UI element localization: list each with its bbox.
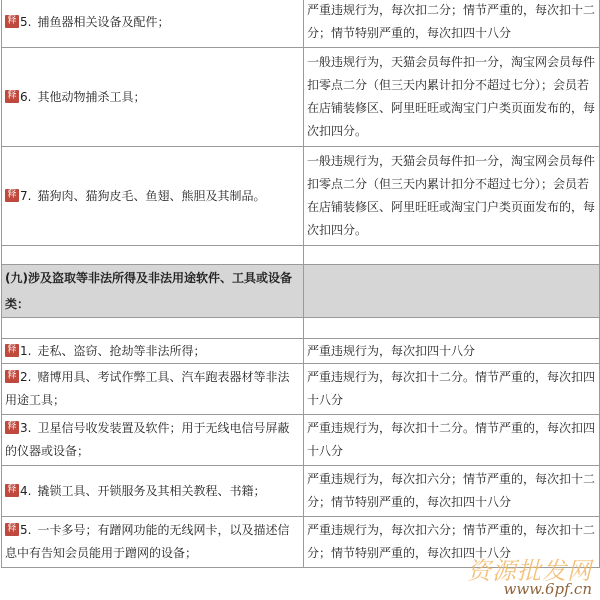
empty-cell	[304, 246, 600, 265]
item-cell	[2, 466, 304, 517]
penalty-cell: 严重违规行为，每次扣六分；情节严重的，每次扣十二分；情节特别严重的，每次扣四十八分	[304, 517, 600, 568]
item-cell	[2, 415, 304, 466]
empty-cell	[304, 318, 600, 339]
annotation-badge-icon[interactable]: 释	[5, 344, 19, 357]
item-text: 猫狗肉、猫狗皮毛、鱼翅、熊胆及其制品。	[37, 188, 266, 203]
table-row	[2, 0, 600, 48]
table-row	[2, 415, 600, 466]
spacer-row	[2, 246, 600, 265]
annotation-badge-icon[interactable]: 释	[5, 523, 19, 536]
penalty-cell: 一般违规行为，天猫会员每件扣一分，淘宝网会员每件扣零点二分（但三天内累计扣分不超过七分）；会员若在店铺装修区、阿里旺旺或淘宝门户类页面发布的，每次扣四分。	[304, 48, 600, 147]
item-number: 5.	[20, 14, 32, 29]
spacer-row	[2, 318, 600, 339]
item-cell	[2, 517, 304, 568]
rules-table	[1, 0, 600, 568]
annotation-badge-icon[interactable]: 释	[5, 15, 19, 28]
item-text: 一卡多号；有蹭网功能的无线网卡，以及描述信息中有告知会员能用于蹭网的设备；	[5, 523, 290, 560]
item-number: 4.	[20, 483, 32, 498]
annotation-badge-icon[interactable]: 释	[5, 484, 19, 497]
item-number: 2.	[20, 370, 32, 384]
table-row	[2, 147, 600, 246]
penalty-cell: 严重违规行为，每次扣二分；情节严重的，每次扣十二分；情节特别严重的，每次扣四十八分	[304, 0, 600, 48]
empty-cell	[2, 318, 304, 339]
section-empty-cell	[304, 265, 600, 318]
annotation-badge-icon[interactable]: 释	[5, 90, 19, 103]
penalty-cell: 严重违规行为，每次扣十二分。情节严重的，每次扣四十八分	[304, 415, 600, 466]
item-cell	[2, 364, 304, 415]
table-row	[2, 364, 600, 415]
item-number: 6.	[20, 89, 32, 104]
empty-cell	[2, 246, 304, 265]
watermark-text: 资源批发网	[467, 557, 592, 585]
item-number: 5.	[20, 523, 32, 537]
item-cell	[2, 0, 304, 48]
item-text: 赌博用具、考试作弊工具、汽车跑表器材等非法用途工具；	[5, 370, 290, 407]
table-row	[2, 517, 600, 568]
item-cell	[2, 147, 304, 246]
penalty-cell: 严重违规行为，每次扣四十八分	[304, 339, 600, 364]
penalty-cell: 严重违规行为，每次扣六分；情节严重的，每次扣十二分；情节特别严重的，每次扣四十八分	[304, 466, 600, 517]
table-row	[2, 339, 600, 364]
item-number: 7.	[20, 188, 32, 203]
item-text: 走私、盗窃、抢劫等非法所得；	[37, 343, 206, 358]
annotation-badge-icon[interactable]: 释	[5, 370, 19, 383]
penalty-cell: 一般违规行为，天猫会员每件扣一分，淘宝网会员每件扣零点二分（但三天内累计扣分不超过七分）；会员若在店铺装修区、阿里旺旺或淘宝门户类页面发布的，每次扣四分。	[304, 147, 600, 246]
item-number: 1.	[20, 343, 32, 358]
item-cell	[2, 339, 304, 364]
item-number: 3.	[20, 421, 32, 435]
item-text: 其他动物捕杀工具；	[37, 89, 146, 104]
item-cell	[2, 48, 304, 147]
section-title: (九)涉及盗取等非法所得及非法用途软件、工具或设备类：	[2, 265, 304, 318]
annotation-badge-icon[interactable]: 释	[5, 189, 19, 202]
item-text: 卫星信号收发装置及软件；用于无线电信号屏蔽的仪器或设备；	[5, 421, 290, 458]
item-text: 捕鱼器相关设备及配件；	[37, 14, 170, 29]
annotation-badge-icon[interactable]: 释	[5, 421, 19, 434]
watermark-url: www.6pf.cn	[503, 580, 592, 598]
section-header-row	[2, 265, 600, 318]
item-text: 撬锁工具、开锁服务及其相关教程、书籍；	[37, 483, 266, 498]
penalty-cell: 严重违规行为，每次扣十二分。情节严重的，每次扣四十八分	[304, 364, 600, 415]
table-row	[2, 466, 600, 517]
table-row	[2, 48, 600, 147]
